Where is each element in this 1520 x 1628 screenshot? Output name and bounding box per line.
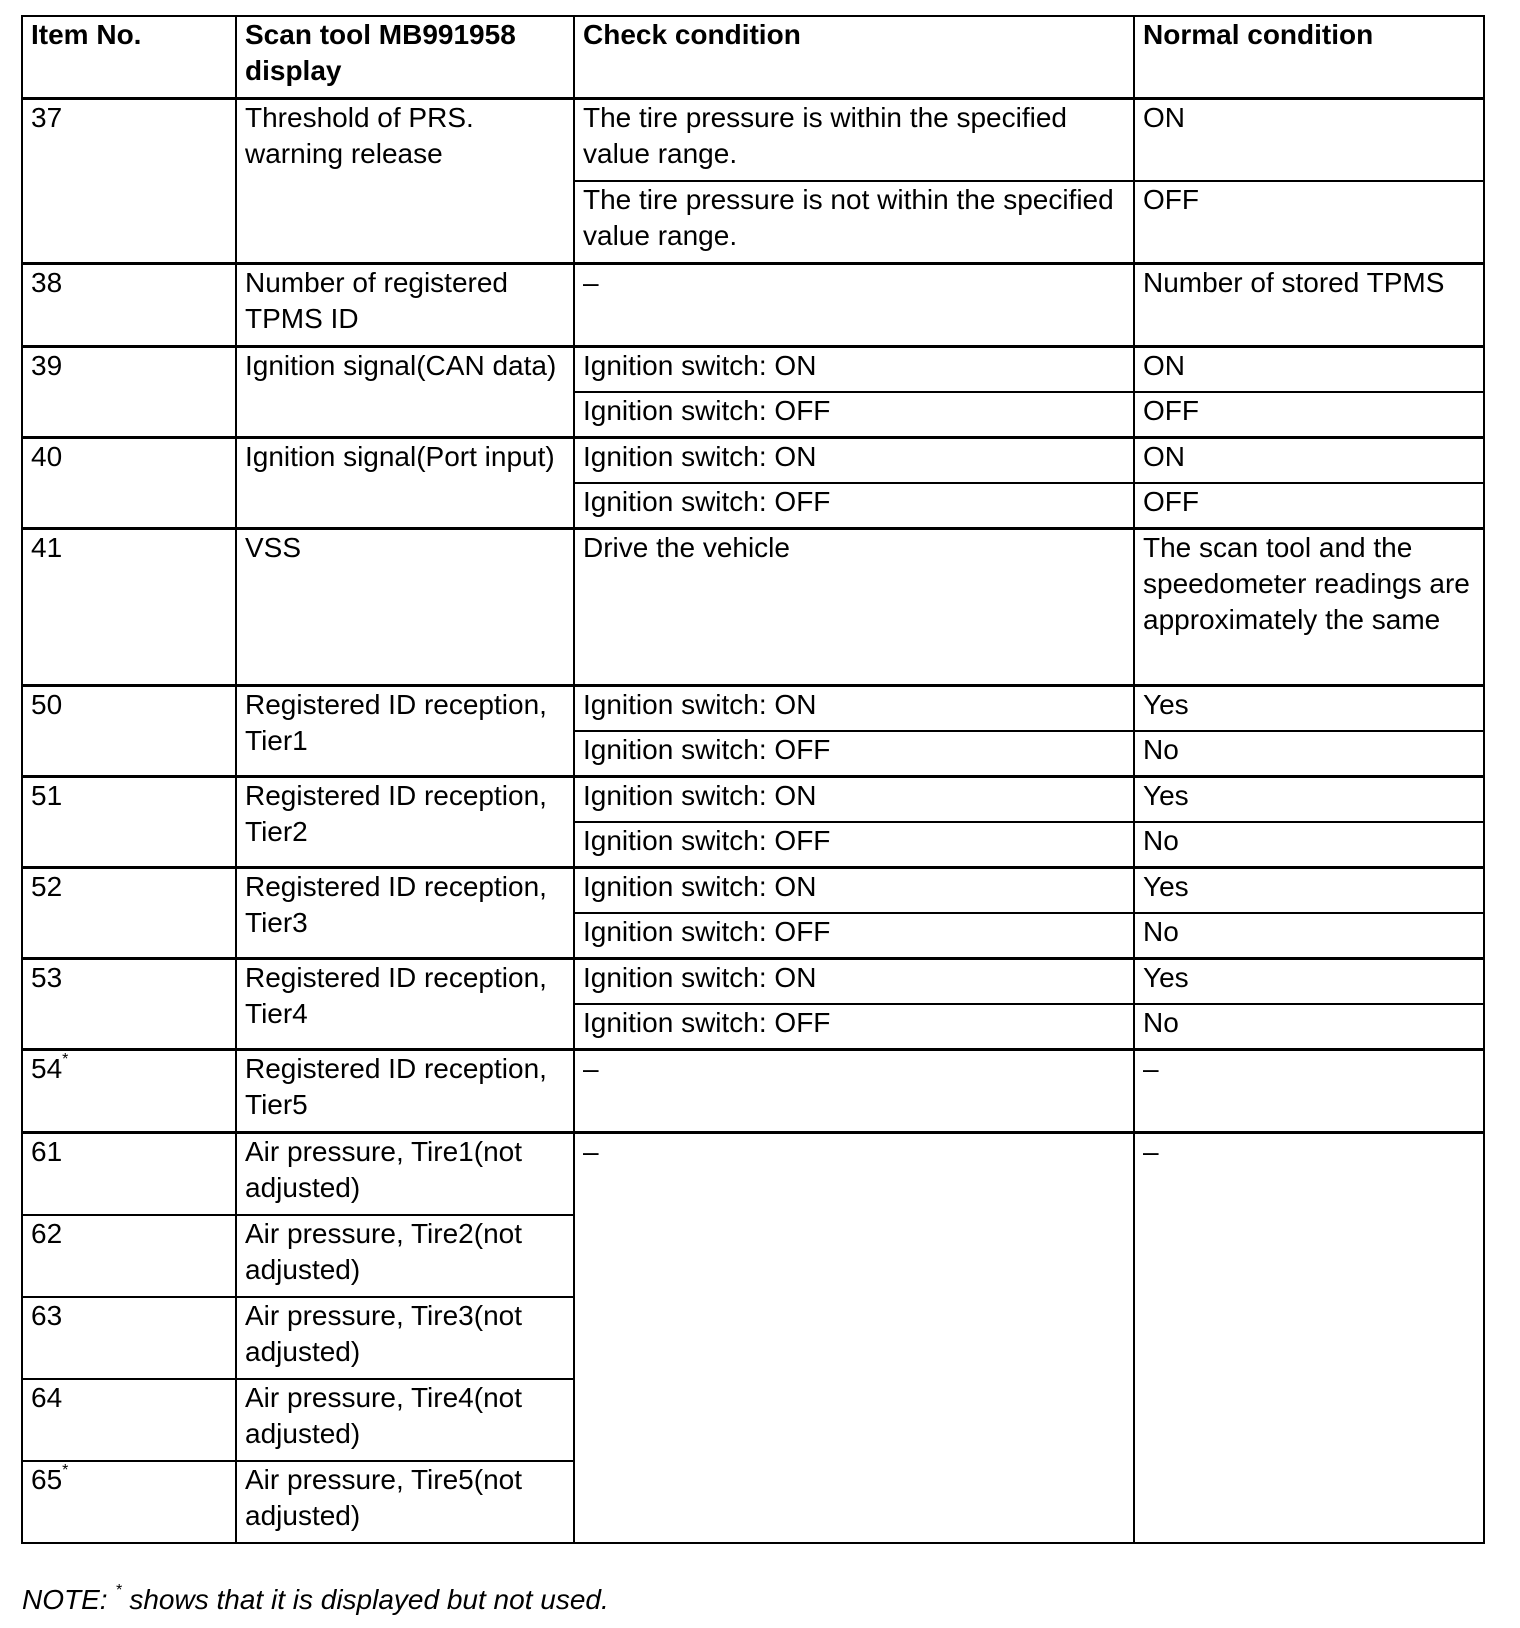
normal-cell: Number of stored TPMS (1134, 264, 1484, 347)
check-cell: Ignition switch: ON (574, 959, 1134, 1005)
normal-cell: OFF (1134, 483, 1484, 529)
note-prefix: NOTE: (22, 1584, 116, 1615)
item-no-text: 54 (31, 1053, 63, 1084)
check-cell: Ignition switch: OFF (574, 731, 1134, 777)
table-row (22, 959, 1484, 1005)
display-cell: Ignition signal(CAN data) (236, 347, 574, 438)
normal-cell: No (1134, 822, 1484, 868)
item-no-cell: 37 (22, 99, 236, 264)
check-cell: Ignition switch: OFF (574, 822, 1134, 868)
table-header-row (22, 16, 1484, 99)
header-normal-condition: Normal condition (1134, 16, 1484, 99)
item-no-cell: 40 (22, 438, 236, 529)
check-cell: Ignition switch: ON (574, 347, 1134, 393)
display-cell: Ignition signal(Port input) (236, 438, 574, 529)
item-no-cell: 53 (22, 959, 236, 1050)
asterisk-mark: * (62, 1462, 69, 1479)
check-cell: Ignition switch: OFF (574, 392, 1134, 438)
display-cell: Registered ID reception, Tier2 (236, 777, 574, 868)
check-cell: Ignition switch: OFF (574, 1004, 1134, 1050)
normal-cell: OFF (1134, 181, 1484, 264)
footnote (22, 1582, 609, 1618)
item-no-cell: 38 (22, 264, 236, 347)
item-no-cell: 39 (22, 347, 236, 438)
check-cell: Ignition switch: ON (574, 868, 1134, 914)
check-cell: The tire pressure is not within the specified value range. (574, 181, 1134, 264)
table-row (22, 264, 1484, 347)
display-cell: Air pressure, Tire1(not adjusted) (236, 1133, 574, 1216)
display-cell: Air pressure, Tire2(not adjusted) (236, 1215, 574, 1297)
item-no-cell: 61 (22, 1133, 236, 1216)
check-cell: Ignition switch: OFF (574, 483, 1134, 529)
check-cell: Ignition switch: ON (574, 686, 1134, 732)
normal-cell: OFF (1134, 392, 1484, 438)
item-no-cell: 52 (22, 868, 236, 959)
display-cell: Threshold of PRS. warning release (236, 99, 574, 264)
table-row (22, 868, 1484, 914)
display-cell: Registered ID reception, Tier1 (236, 686, 574, 777)
display-cell: Air pressure, Tire5(not adjusted) (236, 1461, 574, 1543)
normal-cell: No (1134, 731, 1484, 777)
normal-cell: – (1134, 1050, 1484, 1133)
check-cell: Ignition switch: ON (574, 438, 1134, 484)
note-asterisk: * (115, 1582, 122, 1599)
header-item-no: Item No. (22, 16, 236, 99)
normal-cell: Yes (1134, 868, 1484, 914)
check-cell: – (574, 264, 1134, 347)
display-cell: Number of registered TPMS ID (236, 264, 574, 347)
table-row (22, 529, 1484, 686)
normal-cell: ON (1134, 347, 1484, 393)
asterisk-mark: * (62, 1051, 69, 1068)
item-no-cell: 41 (22, 529, 236, 686)
normal-cell: No (1134, 1004, 1484, 1050)
check-cell: – (574, 1133, 1134, 1544)
table-row (22, 347, 1484, 393)
table-row (22, 686, 1484, 732)
normal-cell: The scan tool and the speedometer readings are approximately the same (1134, 529, 1484, 686)
display-cell: Registered ID reception, Tier5 (236, 1050, 574, 1133)
check-cell: Ignition switch: ON (574, 777, 1134, 823)
table-row (22, 777, 1484, 823)
normal-cell: No (1134, 913, 1484, 959)
normal-cell: Yes (1134, 959, 1484, 1005)
normal-cell: Yes (1134, 686, 1484, 732)
normal-cell: ON (1134, 438, 1484, 484)
normal-cell: ON (1134, 99, 1484, 182)
item-no-cell: 62 (22, 1215, 236, 1297)
table-row (22, 438, 1484, 484)
item-no-cell: 64 (22, 1379, 236, 1461)
check-cell: – (574, 1050, 1134, 1133)
display-cell: Registered ID reception, Tier4 (236, 959, 574, 1050)
display-cell: Registered ID reception, Tier3 (236, 868, 574, 959)
table-row (22, 1050, 1484, 1133)
item-no-cell: 50 (22, 686, 236, 777)
table-row (22, 1133, 1484, 1216)
item-no-text: 65 (31, 1464, 63, 1495)
check-cell: The tire pressure is within the specified value range. (574, 99, 1134, 182)
item-no-cell (22, 1050, 236, 1133)
item-no-cell: 63 (22, 1297, 236, 1379)
table-row (22, 99, 1484, 182)
data-list-table (21, 15, 1485, 1544)
header-check-condition: Check condition (574, 16, 1134, 99)
normal-cell: Yes (1134, 777, 1484, 823)
display-cell: VSS (236, 529, 574, 686)
item-no-cell: 51 (22, 777, 236, 868)
display-cell: Air pressure, Tire3(not adjusted) (236, 1297, 574, 1379)
display-cell: Air pressure, Tire4(not adjusted) (236, 1379, 574, 1461)
header-scan-tool-display: Scan tool MB991958 display (236, 16, 574, 99)
normal-cell: – (1134, 1133, 1484, 1544)
check-cell: Drive the vehicle (574, 529, 1134, 686)
item-no-cell (22, 1461, 236, 1543)
check-cell: Ignition switch: OFF (574, 913, 1134, 959)
note-text: shows that it is displayed but not used. (121, 1584, 609, 1615)
